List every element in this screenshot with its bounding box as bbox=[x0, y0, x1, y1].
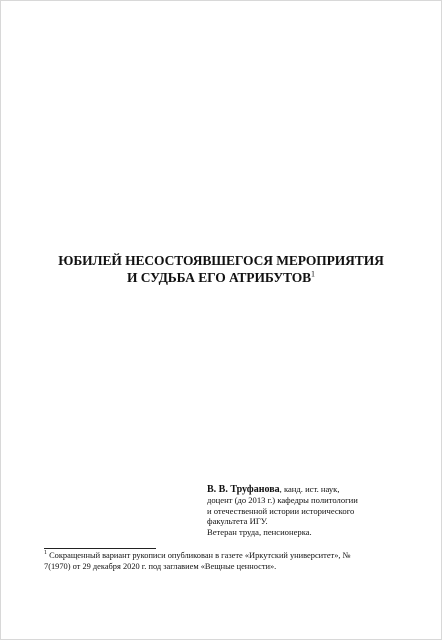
title-line-2-text: И СУДЬБА ЕГО АТРИБУТОВ bbox=[127, 270, 312, 285]
footnote bbox=[44, 550, 400, 572]
article-title bbox=[0, 252, 442, 286]
author-degree: , канд. ист. наук, bbox=[279, 484, 340, 494]
author-line-1 bbox=[207, 484, 407, 495]
footnote-line-1-text: Сокращенный вариант рукописи опубликован в газете «Иркутский университет», № bbox=[47, 551, 351, 560]
author-line-4: факультета ИГУ. bbox=[207, 516, 268, 527]
footnote-line-1 bbox=[44, 550, 400, 561]
title-line-2 bbox=[0, 269, 442, 286]
footnote-line-2: 7(1970) от 29 декабря 2020 г. под заглавием «Вещные ценности». bbox=[44, 562, 277, 571]
author-info bbox=[207, 484, 407, 537]
author-line-2: доцент (до 2013 г.) кафедры политологии bbox=[207, 495, 358, 506]
title-footnote-mark: 1 bbox=[311, 269, 315, 279]
author-line-5: Ветеран труда, пенсионерка. bbox=[207, 526, 312, 537]
author-line-3: и отечественной истории исторического bbox=[207, 505, 355, 516]
author-name: В. В. Труфанова bbox=[207, 484, 280, 495]
footnote-separator bbox=[44, 548, 156, 549]
title-line-1: ЮБИЛЕЙ НЕСОСТОЯВШЕГОСЯ МЕРОПРИЯТИЯ bbox=[58, 253, 384, 268]
footnote-mark: 1 bbox=[44, 550, 47, 557]
